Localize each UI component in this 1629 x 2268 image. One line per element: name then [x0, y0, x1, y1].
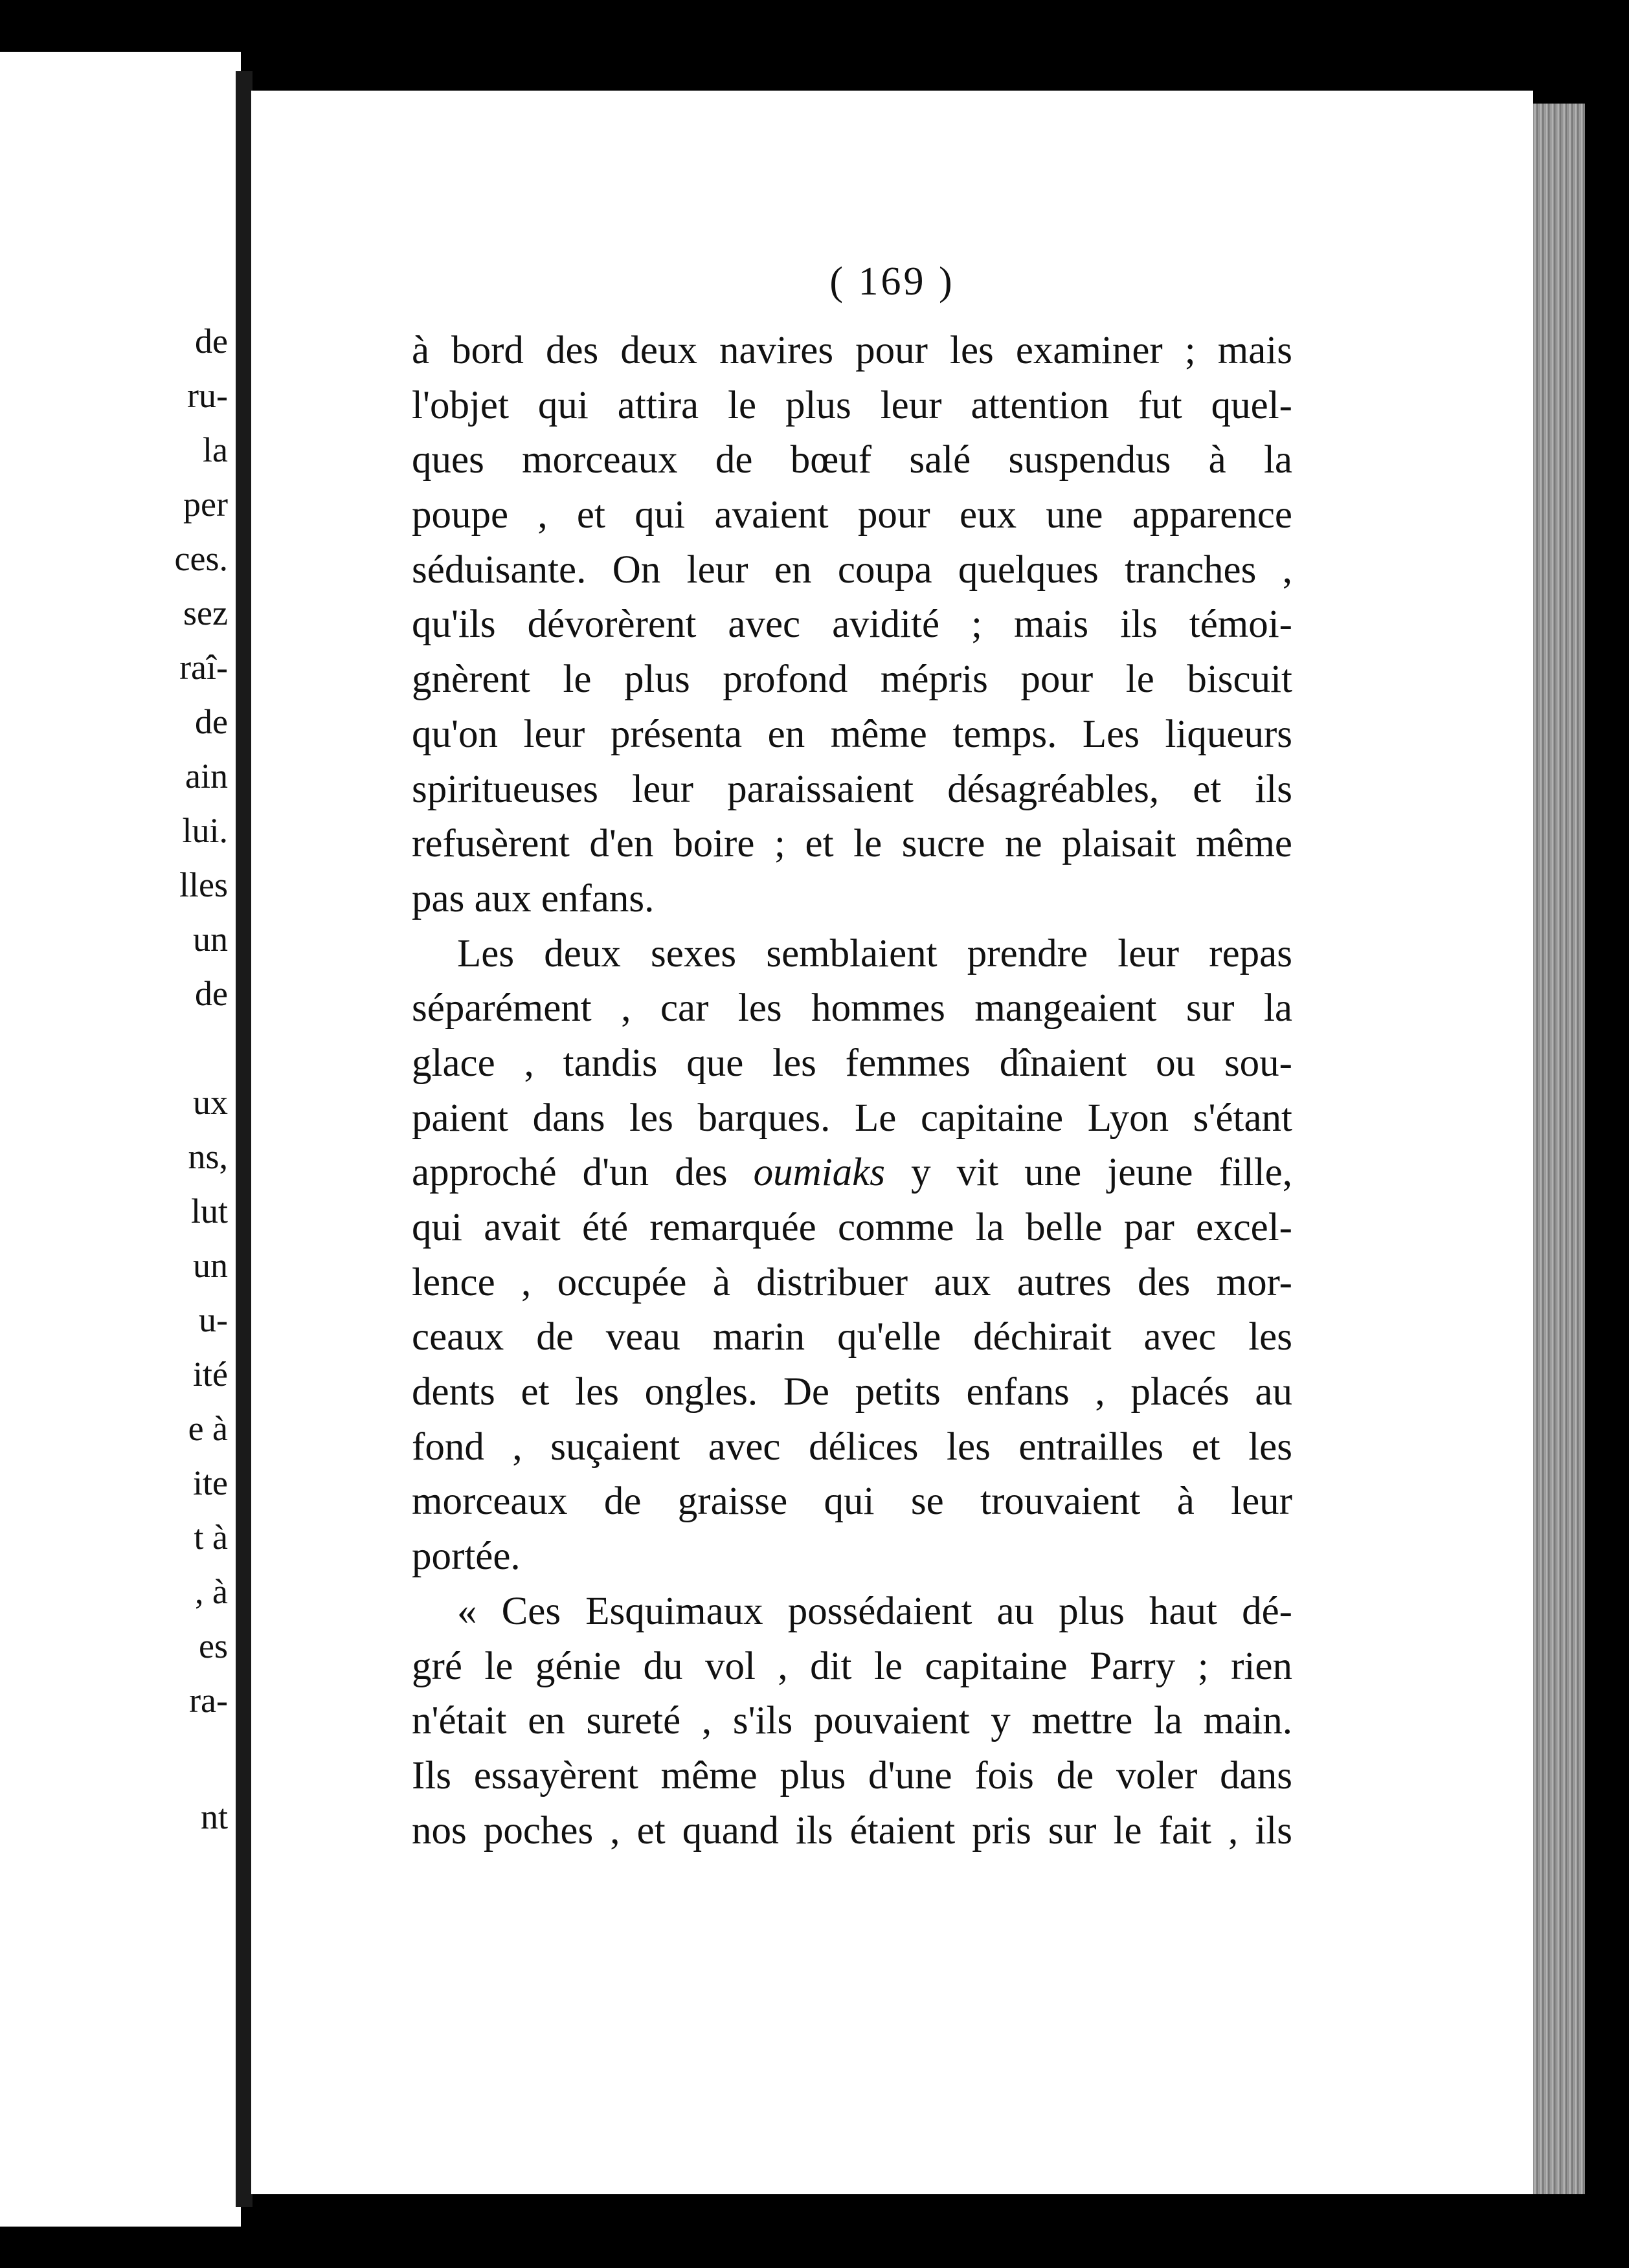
text-line: Les deux sexes semblaient prendre leur repas	[457, 931, 1292, 975]
left-fragment: per	[183, 485, 228, 524]
left-fragment: nt	[200, 1797, 228, 1836]
left-fragment: de	[195, 322, 228, 361]
text-line-with-italic	[412, 1146, 1292, 1201]
text-line: fond , suçaient avec délices les entrailles et les	[412, 1425, 1292, 1469]
left-fragment: ru-	[187, 376, 228, 415]
text-line: pas aux enfans.	[412, 876, 655, 920]
text-line: dents et les ongles. De petits enfans , placés au	[412, 1370, 1292, 1414]
italic-word: oumiaks	[753, 1151, 885, 1195]
left-fragment: u-	[199, 1300, 228, 1339]
left-fragment: un	[193, 920, 228, 959]
text-line: séduisante. On leur en coupa quelques tranches ,	[412, 548, 1292, 592]
text-line: lence , occupée à distribuer aux autres des mor-	[412, 1260, 1292, 1304]
left-fragment: lut	[190, 1192, 228, 1230]
text-line: glace , tandis que les femmes dînaient ou sou-	[412, 1041, 1292, 1085]
left-fragment: e à	[188, 1409, 228, 1448]
body-text	[412, 324, 1292, 1858]
page-number: ( 169 )	[829, 260, 955, 304]
left-fragment: raî-	[179, 648, 228, 687]
text-line: à bord des deux navires pour les examiner ; mais	[412, 329, 1292, 372]
left-fragment: un	[193, 1246, 228, 1285]
text-line: portée.	[412, 1535, 521, 1579]
left-page-fragments	[0, 52, 241, 2227]
text-line: qu'ils dévorèrent avec avidité ; mais ils témoi-	[412, 603, 1292, 647]
text-line: nos poches , et quand ils étaient pris sur le fait , ils	[412, 1808, 1292, 1852]
left-fragment: sez	[183, 594, 228, 632]
text-segment: approché d'un des	[412, 1151, 754, 1195]
book-gutter	[236, 71, 253, 2207]
text-line: n'était en sureté , s'ils pouvaient y mettre la main.	[412, 1699, 1292, 1743]
left-fragment: de	[195, 702, 228, 741]
text-line: séparément , car les hommes mangeaient sur la	[412, 986, 1292, 1030]
text-segment: y vit une jeune fille,	[884, 1151, 1292, 1195]
left-fragment: ux	[193, 1083, 228, 1122]
left-fragment: la	[203, 430, 228, 469]
book-page-edges	[1533, 104, 1585, 2194]
text-line: poupe , et qui avaient pour eux une apparence	[412, 493, 1292, 537]
left-fragment: lles	[179, 865, 228, 904]
left-fragment: de	[195, 974, 228, 1013]
text-line: gnèrent le plus profond mépris pour le biscuit	[412, 658, 1292, 702]
left-fragment: ite	[193, 1463, 228, 1502]
text-line: qui avait été remarquée comme la belle par excel-	[412, 1206, 1292, 1249]
text-line: Ils essayèrent même plus d'une fois de voler dans	[412, 1753, 1292, 1797]
text-line: ques morceaux de bœuf salé suspendus à la	[412, 438, 1292, 482]
text-line: l'objet qui attira le plus leur attention fut quel-	[412, 383, 1292, 427]
left-fragment: t à	[194, 1518, 228, 1557]
left-fragment: ain	[185, 757, 228, 795]
text-line: qu'on leur présenta en même temps. Les liqueurs	[412, 712, 1292, 756]
text-line: paient dans les barques. Le capitaine Lyon s'étant	[412, 1096, 1292, 1140]
left-fragment: ité	[193, 1355, 228, 1394]
text-line: spiritueuses leur paraissaient désagréables, et ils	[412, 767, 1292, 811]
left-fragment: lui.	[182, 811, 228, 850]
left-fragment: ces.	[174, 539, 228, 578]
text-line: morceaux de graisse qui se trouvaient à leur	[412, 1480, 1292, 1524]
text-line: refusèrent d'en boire ; et le sucre ne plaisait même	[412, 822, 1292, 866]
left-fragment: es	[199, 1627, 228, 1665]
text-line: « Ces Esquimaux possédaient au plus haut dé-	[457, 1589, 1292, 1633]
text-line: ceaux de veau marin qu'elle déchirait avec les	[412, 1315, 1292, 1359]
left-page-strip	[0, 52, 241, 2227]
left-fragment: , à	[195, 1572, 228, 1611]
left-fragment: ra-	[189, 1681, 228, 1720]
left-fragment: ns,	[188, 1137, 228, 1176]
text-line: gré le génie du vol , dit le capitaine Parry ; rien	[412, 1644, 1292, 1688]
